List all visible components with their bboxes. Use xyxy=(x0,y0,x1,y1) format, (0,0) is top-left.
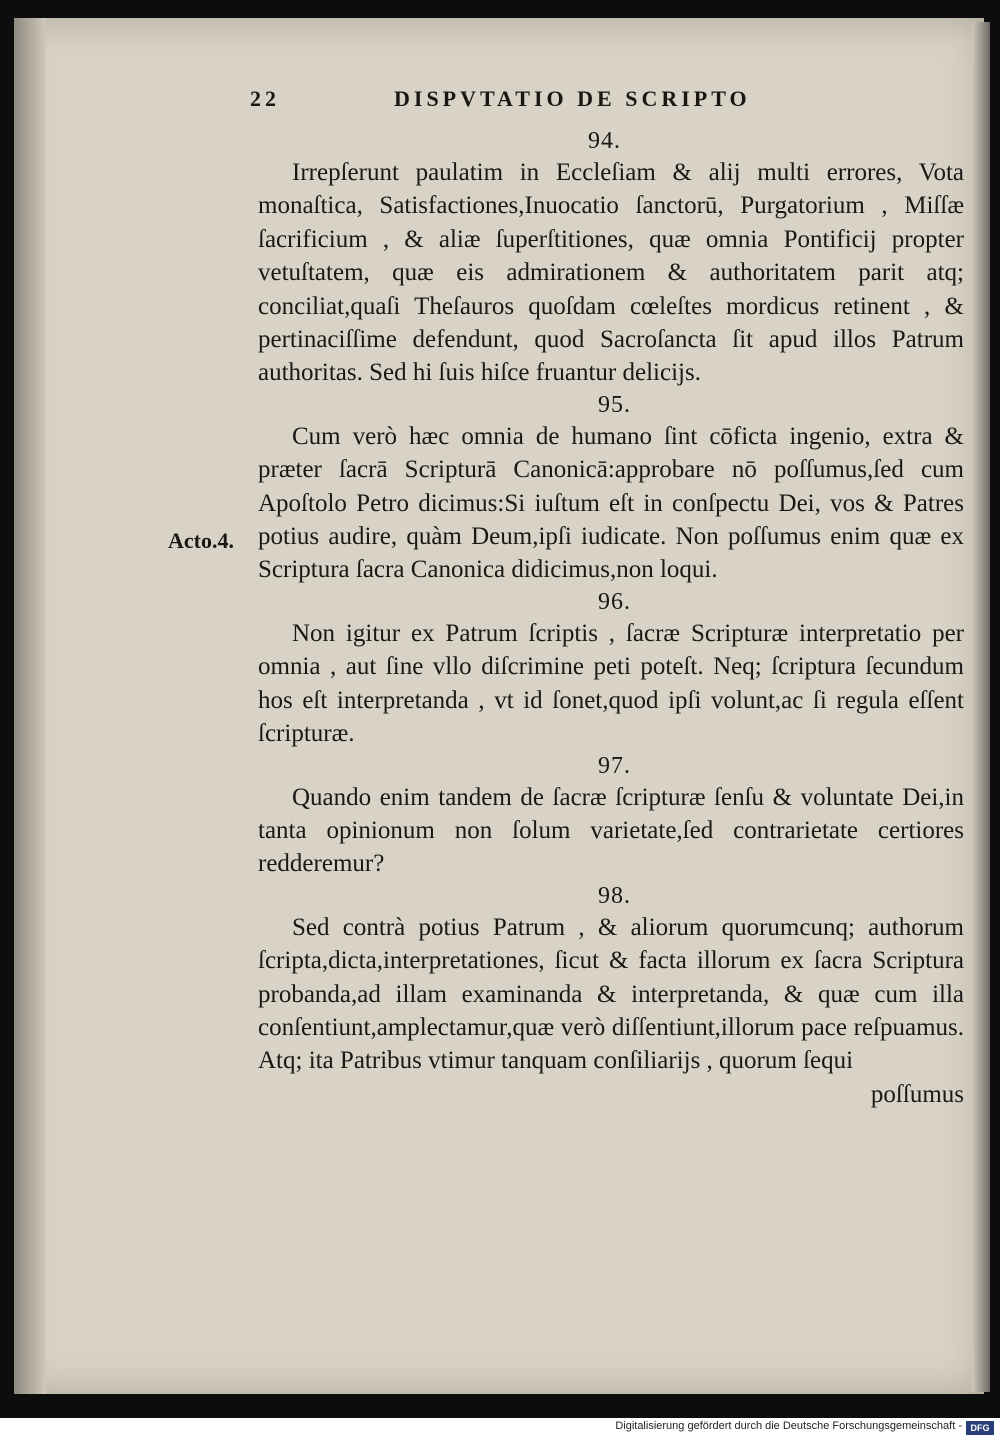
running-head: DISPVTATIO DE SCRIPTO xyxy=(394,86,751,111)
section-number: 97. xyxy=(598,752,631,779)
body-text xyxy=(258,126,964,1111)
paragraph: Quando enim tandem de ſacræ ſcripturæ ſenſu & voluntate Dei,in tanta opinionum non ſolum varietate,ſed contrarietate certiores redderemur? xyxy=(258,783,964,878)
page-gutter-shadow xyxy=(14,18,46,1394)
dfg-logo-icon: DFG xyxy=(966,1421,994,1435)
page-edge xyxy=(972,22,990,1392)
paragraph: Sed contrà potius Patrum , & aliorum quorumcunq; authorum ſcripta,dicta,interpretationes, ſicut & facta illorum ex ſacra Scriptura probanda,ad illam examinanda & interpretanda, & quæ cum illa conſentiunt,amplectamur,quæ verò diſſentiunt,illorum pace reſpuamus. Atq; ita Patribus vtimur tanquam conſiliarijs , quorum ſequi xyxy=(258,913,964,1075)
section-number: 98. xyxy=(598,882,631,909)
section-number: 96. xyxy=(598,588,631,615)
section-number: 95. xyxy=(598,391,631,418)
page-header xyxy=(250,86,850,118)
footer-bar xyxy=(0,1418,1000,1439)
paragraph: Irrepſerunt paulatim in Eccleſiam & alij multi errores, Vota monaſtica, Satisfactiones,Inuocatio ſanctorū, Purgatorium , Miſſæ ſacrificium , & aliæ ſuperſtitiones, quæ omnia Pontificij propter vetuſtatem, quæ eis admirationem & authoritatem parit atq; conciliat,quaſi Theſauros quoſdam cœleſtes mordicus retinent , & pertinaciſſime defendunt, quod Sacroſancta ſit apud illos Patrum authoritas. Sed hi ſuis hiſce fruantur delicijs. xyxy=(258,159,964,387)
section-number: 94. xyxy=(588,128,621,154)
margin-note: Acto.4. xyxy=(168,528,234,553)
catchword: poſſumus xyxy=(870,1080,964,1108)
paragraph: Cum verò hæc omnia de humano ſint cōficta ingenio, extra & præter ſacrā Scripturā Canonicā:approbare nō poſſumus,ſed cum Apoſtolo Petro dicimus:Si iuſtum eſt in conſpectu Dei, vos & Patres potius audire, quàm Deum,ipſi iudicate. Non poſſumus enim quæ ex Scriptura ſacra Canonica didicimus,non loqui. xyxy=(258,422,964,584)
bleed-through-text xyxy=(90,440,96,466)
paragraph: Non igitur ex Patrum ſcriptis , ſacræ Scripturæ interpretatio per omnia , aut ſine vllo diſcrimine peti poteſt. Neq; ſcriptura ſecundum hos eſt interpretanda , vt id ſonet,quod ipſi volunt,ac ſi regula eſſent ſcripturæ. xyxy=(258,619,964,748)
page-number: 22 xyxy=(250,86,280,111)
footer-credit: Digitalisierung gefördert durch die Deutsche Forschungsgemeinschaft - xyxy=(615,1420,962,1432)
